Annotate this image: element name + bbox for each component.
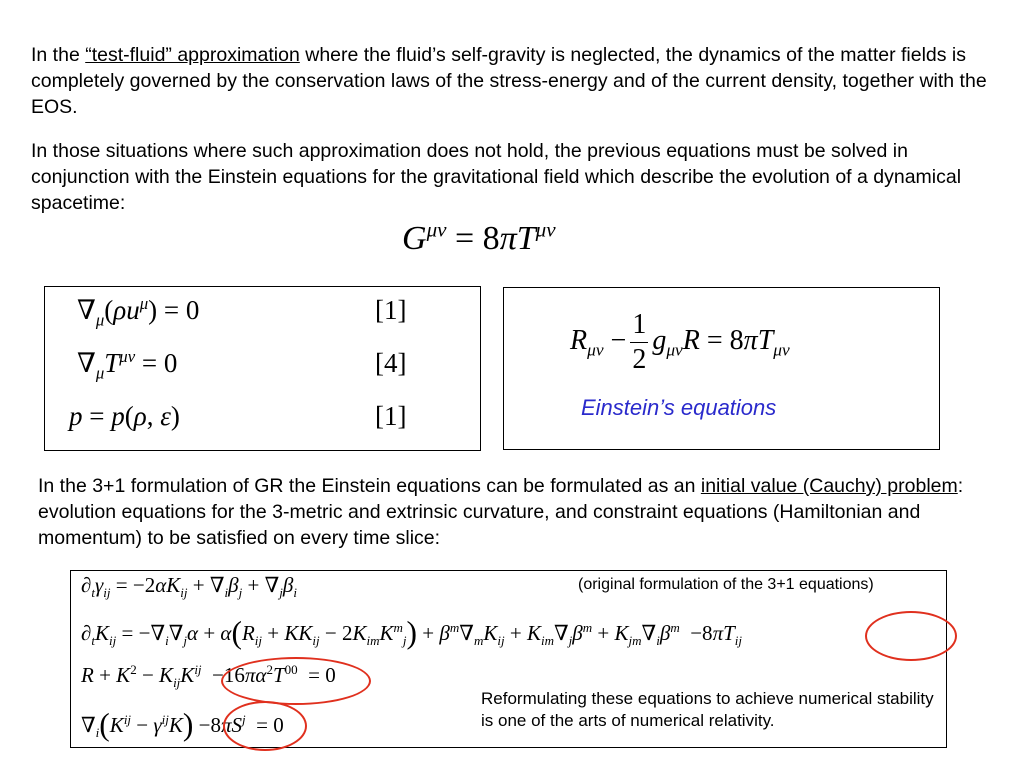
source-term-highlight-t00 [221, 657, 371, 705]
intro-rest: where the fluid’s self-gravity is neglected, the dynamics of the matter fields is completely governed by the conservation laws of the stress-energy and of the current density, together with the EOS. [31, 44, 987, 118]
einstein-equations-box [503, 287, 940, 450]
source-term-highlight-sj [223, 701, 307, 751]
baryon-conservation-equation: $\nabla_\mu(\rho u^\mu) = 0$ [77, 294, 200, 330]
original-formulation-note: (original formulation of the 3+1 equations) [578, 576, 874, 593]
intro-paragraph [31, 42, 991, 120]
numerical-relativity-comment-text: Reformulating these equations to achieve numerical stability is one of the arts of numerical relativity. [481, 689, 934, 730]
conservation-laws-box [44, 286, 481, 451]
numerical-relativity-comment [481, 688, 946, 732]
ref-1: [1] [375, 295, 407, 325]
curvature-evolution-equation: $\partial_tK_{ij} = -\nabla_i\nabla_j\alpha + \alpha(R_{ij} + KK_{ij} - 2K_{im}K^m_j) + \beta^m\nabla_mK_{ij} + K_{im}\nabla_j\beta^m + K_{jm}\nabla_i\beta^m -8\pi T_{ij}$ [81, 615, 743, 650]
eos-equation: p = p(ρ, ε) [69, 401, 180, 431]
stress-energy-conservation-equation: $\nabla_\mu T^{\mu\nu} = 0$ [77, 347, 178, 383]
momentum-constraint-equation: $\nabla_i(K^{ij} - \gamma^{ij}K) -8\pi S^j = 0$ [81, 707, 284, 742]
three-plus-one-rest: : evolution equations for the 3-metric and extrinsic curvature, and constraint equations (Hamiltonian and momentum) to be satisfied on every time slice: [38, 475, 964, 549]
three-plus-one-paragraph [38, 473, 998, 551]
test-fluid-link[interactable]: “test-fluid” approximation [85, 44, 300, 66]
einstein-equations-caption: Einstein’s equations [581, 395, 777, 420]
einstein-equation-compact: $G^{\mu\nu} = 8\pi T^{\mu\nu}$ [402, 217, 556, 257]
hamiltonian-constraint-equation: $R + K^2 - K_{ij}K^{ij} -16\pi\alpha^2T^{00} = 0$ [81, 662, 336, 691]
cauchy-problem-link[interactable]: initial value (Cauchy) problem [700, 475, 958, 497]
einstein-context-paragraph [31, 138, 991, 216]
intro-prefix: In the [31, 44, 86, 66]
source-term-highlight-tij [865, 611, 957, 661]
einstein-context-text: In those situations where such approximation does not hold, the previous equations must be solved in conjunction with the Einstein equations for the gravitational field which describe the evolution of a dynamical spacetime: [31, 140, 962, 214]
adm-equations-box [70, 570, 947, 748]
einstein-field-equation: $R_{\mu\nu}$ − $\frac{1}{2}$ $g_{\mu\nu}R = 8\pi T_{\mu\nu}$ [570, 309, 790, 375]
ref-2: [4] [375, 348, 407, 378]
three-plus-one-prefix: In the 3+1 formulation of GR the Einstein equations can be formulated as an [38, 475, 701, 497]
metric-evolution-equation: $\partial_t\gamma_{ij} = -2\alpha K_{ij} + \nabla_i\beta_j + \nabla_j\beta_i$ [81, 573, 297, 601]
ref-3: [1] [375, 401, 407, 431]
